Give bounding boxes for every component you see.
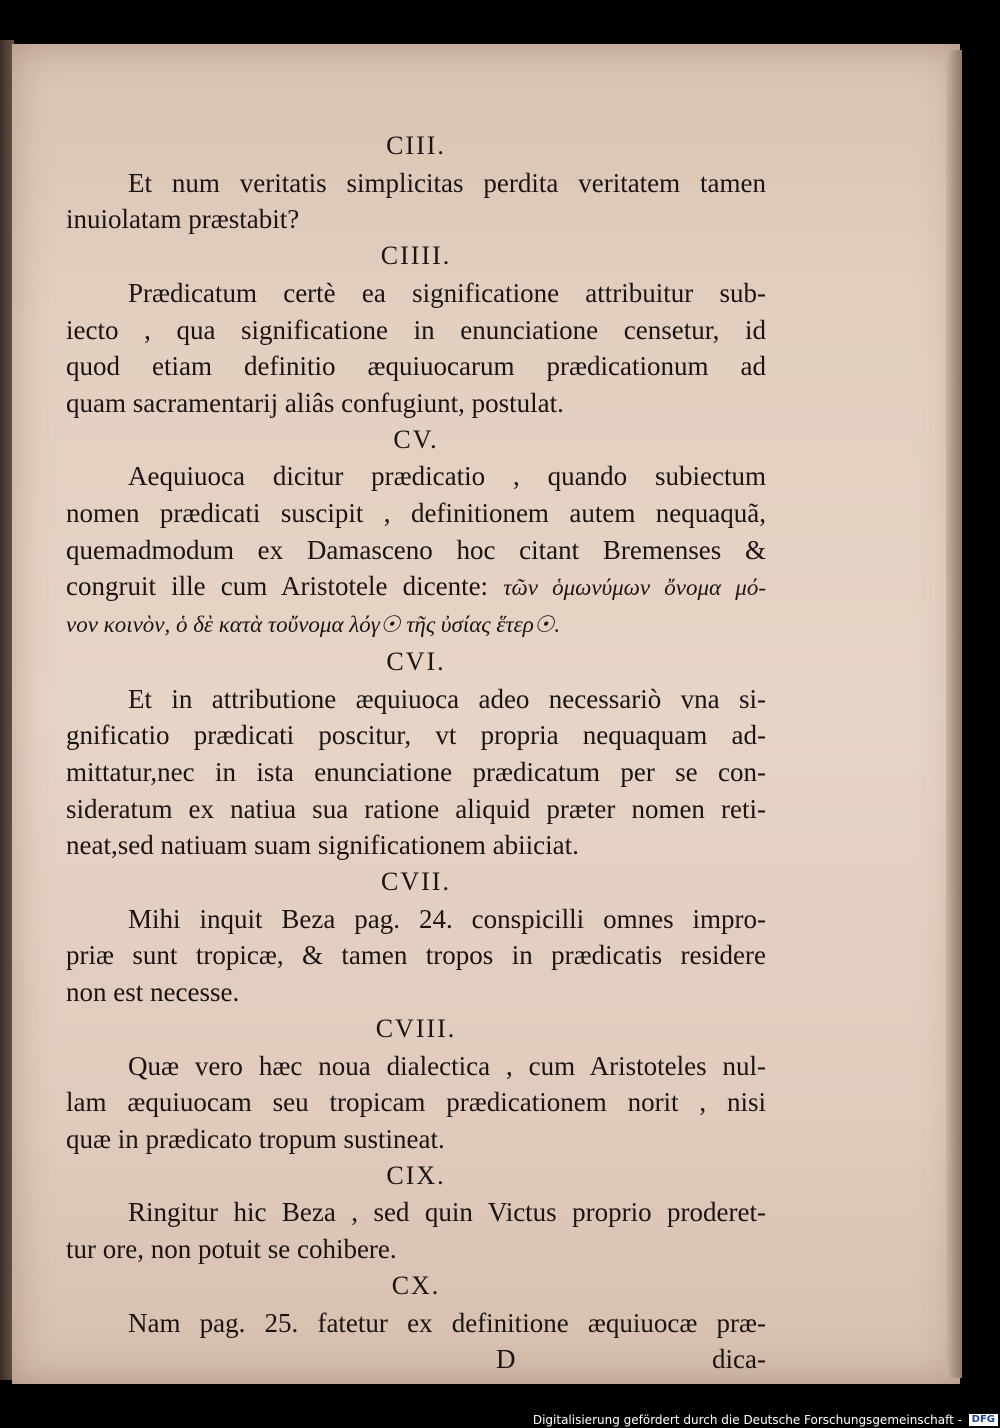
- text-line: nomen prædicati suscipit , definitionem autem nequaquã,: [66, 498, 766, 529]
- section-heading: CVI.: [386, 646, 446, 676]
- text-line: lam æquiuocam seu tropicam prædicationem norit , nisi: [66, 1087, 766, 1118]
- paragraph: [66, 165, 766, 238]
- footer-credit: Digitalisierung gefördert durch die Deutsche Forschungsgemeinschaft -: [0, 1412, 1000, 1428]
- text-line: quemadmodum ex Damasceno hoc citant Bremenses &: [66, 534, 766, 565]
- text-line: non est necesse.: [66, 977, 240, 1008]
- signature-row: [66, 1341, 766, 1378]
- text-line: iecto , qua significatione in enunciatione censetur, id: [66, 314, 766, 345]
- text-line: Ringitur hic Beza , sed quin Victus proprio proderet-: [128, 1197, 766, 1228]
- section-heading: CX.: [391, 1270, 441, 1300]
- paragraph: [66, 901, 766, 1011]
- greek-quote-line: νον κοινὸν, ὁ δὲ κατὰ τοὔνομα λόγ☉ τῆς ὐσίας ἕτερ☉.: [66, 612, 561, 638]
- text-line: gnificatio prædicati poscitur, vt propria nequaquam ad-: [66, 720, 766, 751]
- dfg-logo: DFG: [969, 1414, 998, 1426]
- text-line: Et in attributione æquiuoca adeo necessariò vna si-: [128, 683, 766, 714]
- paragraph: [66, 1305, 766, 1342]
- section-heading: CIIII.: [380, 241, 452, 271]
- section-heading: CIII.: [386, 131, 446, 160]
- section-heading: CVII.: [381, 867, 451, 897]
- page-edge: [946, 50, 962, 1378]
- catchword: dica-: [712, 1344, 766, 1375]
- text-line: mittatur,nec in ista enunciatione prædicatum per se con-: [66, 756, 766, 787]
- text-line: quod etiam definitio æquiuocarum prædicationum ad: [66, 351, 766, 382]
- section-heading: CVIII.: [375, 1013, 457, 1043]
- text-line: [4, 568, 766, 607]
- paragraph: [66, 275, 766, 422]
- text-line: quam sacramentarij aliâs confugiunt, postulat.: [66, 387, 564, 418]
- signature-mark: D: [496, 1344, 516, 1375]
- text-line: Prædicatum certè ea significatione attribuitur sub-: [128, 277, 766, 308]
- text-line: inuiolatam præstabit?: [66, 204, 300, 235]
- text-line: Mihi inquit Beza pag. 24. conspicilli omnes impro-: [128, 903, 766, 934]
- text-line: quæ in prædicato tropum sustineat.: [66, 1123, 445, 1154]
- text-line: Quæ vero hæc noua dialectica , cum Aristoteles nul-: [128, 1050, 766, 1081]
- text-line: tur ore, non potuit se cohibere.: [66, 1234, 397, 1265]
- section-heading: CV.: [393, 424, 439, 454]
- paragraph: [66, 681, 766, 865]
- greek-quote: τῶν ὁμωνύμων ὄνομα μό-: [503, 575, 766, 601]
- paragraph: [66, 458, 766, 644]
- text-fragment: congruit ille cum Aristotele dicente:: [66, 571, 489, 602]
- text-line: Et num veritatis simplicitas perdita veritatem tamen: [128, 167, 766, 198]
- text-line: Nam pag. 25. fatetur ex definitione æquiuocæ præ-: [128, 1307, 766, 1338]
- paragraph: [66, 1194, 766, 1267]
- paragraph: [66, 1048, 766, 1158]
- section-heading: CIX.: [386, 1160, 446, 1190]
- text-line: neat,sed natiuam suam significationem abiiciat.: [66, 830, 579, 861]
- text-line: sideratum ex natiua sua ratione aliquid præter nomen reti-: [66, 793, 766, 824]
- text-line: priæ sunt tropicæ, & tamen tropos in prædicatis residere: [66, 940, 766, 971]
- text-line: Aequiuoca dicitur prædicatio , quando subiectum: [128, 461, 766, 492]
- page-text: [66, 128, 766, 1378]
